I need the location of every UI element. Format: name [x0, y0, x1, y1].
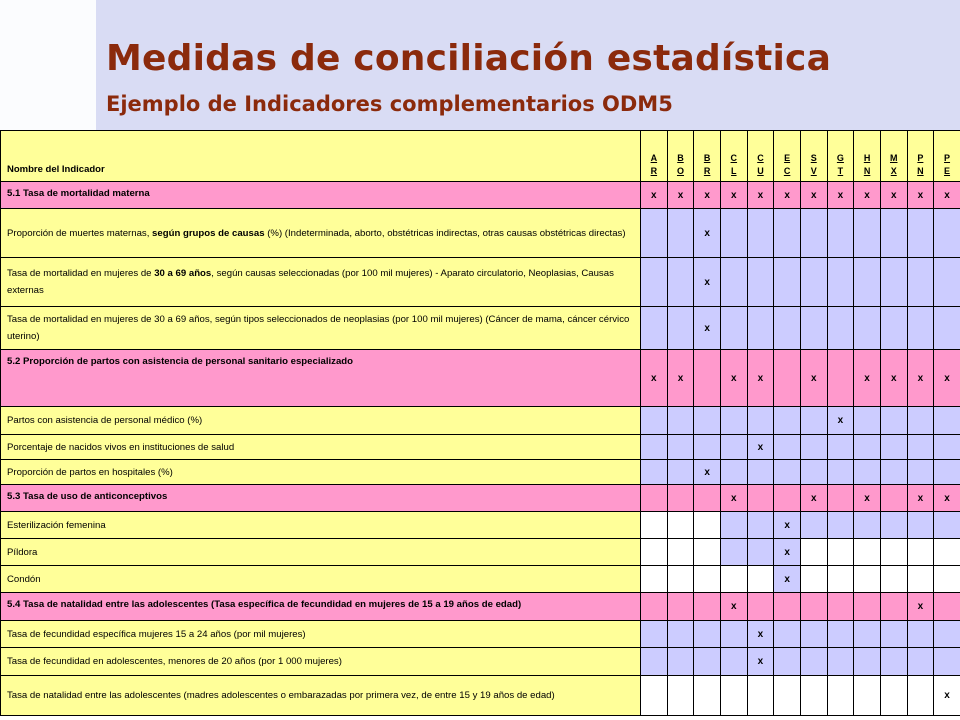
indicator-name: [1, 407, 641, 435]
indicators-table: [0, 130, 960, 716]
mark-cell: [747, 460, 774, 485]
mark-cell: [720, 209, 747, 258]
country-code-letter: N: [863, 166, 871, 176]
mark-cell: [934, 621, 960, 648]
country-code-letter: R: [703, 166, 711, 176]
mark-cell: [774, 307, 801, 350]
mark-cell: [720, 258, 747, 307]
indicator-sub-row: [1, 460, 960, 485]
country-code-letter: E: [784, 153, 791, 163]
indicator-name: [1, 621, 641, 648]
indicator-name-part: Partos con asistencia de personal médico (%): [7, 415, 203, 426]
mark-cell: x: [747, 350, 774, 407]
mark-cell: [667, 512, 694, 539]
mark-cell: x: [907, 485, 934, 512]
mark-cell: x: [774, 182, 801, 209]
country-code-letter: N: [917, 166, 924, 176]
mark-cell: x: [854, 182, 881, 209]
mark-cell: [694, 621, 721, 648]
mark-cell: x: [827, 182, 854, 209]
mark-cell: [907, 539, 934, 566]
mark-cell: [694, 648, 721, 676]
country-column-header: [854, 131, 881, 182]
indicator-main-row: [1, 485, 960, 512]
mark-cell: [800, 435, 827, 460]
indicator-name: [1, 209, 641, 258]
mark-cell: [854, 512, 881, 539]
country-code-letter: H: [863, 153, 871, 163]
mark-cell: x: [720, 593, 747, 621]
mark-cell: [854, 621, 881, 648]
mark-cell: [934, 209, 960, 258]
indicator-name: [1, 539, 641, 566]
country-code-letter: L: [731, 166, 737, 176]
mark-cell: x: [747, 621, 774, 648]
mark-cell: x: [880, 350, 907, 407]
country-code-letter: V: [810, 166, 817, 176]
mark-cell: [720, 621, 747, 648]
indicator-name: [1, 676, 641, 716]
indicator-name: [1, 258, 641, 307]
mark-cell: [907, 460, 934, 485]
mark-cell: [694, 485, 721, 512]
mark-cell: [854, 407, 881, 435]
indicator-sub-row: [1, 307, 960, 350]
mark-cell: [800, 539, 827, 566]
country-column-header: [641, 131, 668, 182]
mark-cell: [880, 539, 907, 566]
mark-cell: x: [800, 182, 827, 209]
mark-cell: [747, 676, 774, 716]
indicator-main-row: [1, 182, 960, 209]
country-code-letter: R: [650, 166, 658, 176]
mark-cell: [854, 676, 881, 716]
mark-cell: [880, 485, 907, 512]
mark-cell: [800, 648, 827, 676]
mark-cell: [667, 460, 694, 485]
indicator-main-row: [1, 350, 960, 407]
mark-cell: [934, 512, 960, 539]
country-column-header: [747, 131, 774, 182]
mark-cell: [880, 407, 907, 435]
mark-cell: [880, 307, 907, 350]
mark-cell: x: [774, 539, 801, 566]
mark-cell: [667, 307, 694, 350]
mark-cell: [880, 676, 907, 716]
indicator-sub-row: [1, 407, 960, 435]
country-column-header: [774, 131, 801, 182]
mark-cell: [880, 460, 907, 485]
country-code-letter: C: [757, 153, 764, 163]
indicator-name-part: según grupos de causas: [152, 227, 265, 239]
mark-cell: [694, 566, 721, 593]
indicator-sub-row: [1, 621, 960, 648]
mark-cell: x: [880, 182, 907, 209]
mark-cell: [907, 512, 934, 539]
indicator-name-part: , según causas seleccionadas (por 100 mil mujeres) - Aparato circulatorio, Neoplasias, Causas externas: [7, 268, 614, 296]
mark-cell: [880, 209, 907, 258]
mark-cell: [800, 407, 827, 435]
mark-cell: [854, 566, 881, 593]
mark-cell: x: [800, 485, 827, 512]
indicator-name: [1, 648, 641, 676]
country-code-letter: C: [730, 153, 738, 163]
indicator-name: 5.4 Tasa de natalidad entre las adolescentes (Tasa específica de fecundidad en mujeres de 15 a 19 años de edad): [1, 593, 641, 621]
mark-cell: [747, 512, 774, 539]
indicator-name-part: 30 a 69 años: [154, 268, 212, 279]
indicator-sub-row: [1, 512, 960, 539]
indicator-name: [1, 435, 641, 460]
mark-cell: [907, 648, 934, 676]
indicator-sub-row: [1, 676, 960, 716]
mark-cell: x: [641, 182, 668, 209]
mark-cell: [934, 435, 960, 460]
mark-cell: [934, 460, 960, 485]
mark-cell: x: [720, 182, 747, 209]
mark-cell: [774, 209, 801, 258]
mark-cell: [880, 512, 907, 539]
indicator-name-part: Proporción de muertes maternas,: [7, 227, 153, 239]
mark-cell: x: [720, 350, 747, 407]
mark-cell: [774, 621, 801, 648]
indicator-sub-row: [1, 566, 960, 593]
mark-cell: x: [934, 676, 960, 716]
indicator-name-part: Píldora: [7, 546, 38, 558]
table-header-row: [1, 131, 960, 182]
mark-cell: [800, 307, 827, 350]
indicator-name: 5.3 Tasa de uso de anticonceptivos: [1, 485, 641, 512]
mark-cell: [800, 512, 827, 539]
mark-cell: [747, 566, 774, 593]
mark-cell: [854, 307, 881, 350]
country-code-letter: E: [944, 166, 951, 176]
country-column-header: [907, 131, 934, 182]
country-code-letter: B: [703, 153, 711, 163]
indicator-name-part: Tasa de mortalidad en mujeres de: [7, 268, 155, 279]
mark-cell: [827, 566, 854, 593]
mark-cell: [747, 209, 774, 258]
mark-cell: x: [774, 566, 801, 593]
mark-cell: [934, 593, 960, 621]
mark-cell: [934, 407, 960, 435]
mark-cell: [827, 593, 854, 621]
page-title: Medidas de conciliación estadística: [106, 38, 832, 79]
mark-cell: x: [667, 350, 694, 407]
mark-cell: [667, 485, 694, 512]
mark-cell: [880, 621, 907, 648]
mark-cell: [747, 485, 774, 512]
indicator-sub-row: [1, 648, 960, 676]
mark-cell: [747, 307, 774, 350]
mark-cell: [827, 209, 854, 258]
mark-cell: x: [934, 485, 960, 512]
mark-cell: [827, 676, 854, 716]
mark-cell: [747, 593, 774, 621]
mark-cell: [774, 258, 801, 307]
indicator-name-part: (%) (Indeterminada, aborto, obstétricas indirectas, otras causas obstétricas directas): [264, 227, 626, 239]
mark-cell: [747, 539, 774, 566]
mark-cell: [800, 593, 827, 621]
mark-cell: [800, 621, 827, 648]
mark-cell: [907, 307, 934, 350]
mark-cell: [641, 539, 668, 566]
country-code-letter: P: [917, 153, 924, 163]
mark-cell: [641, 621, 668, 648]
mark-cell: x: [907, 593, 934, 621]
mark-cell: [641, 566, 668, 593]
mark-cell: [774, 350, 801, 407]
mark-cell: [694, 407, 721, 435]
mark-cell: [720, 307, 747, 350]
indicator-name-part: Tasa de fecundidad en adolescentes, menores de 20 años (por 1 000 mujeres): [7, 656, 342, 667]
mark-cell: [667, 209, 694, 258]
page-subtitle: Ejemplo de Indicadores complementarios ODM5: [106, 92, 673, 116]
mark-cell: [907, 209, 934, 258]
mark-cell: [641, 676, 668, 716]
mark-cell: [934, 258, 960, 307]
mark-cell: x: [694, 209, 721, 258]
country-code-letter: A: [650, 153, 658, 163]
mark-cell: [641, 258, 668, 307]
mark-cell: [827, 460, 854, 485]
mark-cell: x: [854, 350, 881, 407]
indicator-name-header: Nombre del Indicador: [1, 131, 641, 182]
indicator-name: [1, 566, 641, 593]
mark-cell: [667, 539, 694, 566]
indicator-sub-row: [1, 258, 960, 307]
mark-cell: x: [907, 350, 934, 407]
country-column-header: [800, 131, 827, 182]
mark-cell: x: [747, 648, 774, 676]
mark-cell: [774, 435, 801, 460]
mark-cell: x: [694, 182, 721, 209]
indicator-name: [1, 512, 641, 539]
mark-cell: [827, 350, 854, 407]
mark-cell: [854, 258, 881, 307]
mark-cell: x: [667, 182, 694, 209]
mark-cell: [827, 621, 854, 648]
mark-cell: x: [934, 182, 960, 209]
indicator-name: [1, 460, 641, 485]
country-code-letter: U: [757, 166, 764, 176]
mark-cell: x: [854, 485, 881, 512]
country-code-letter: P: [944, 153, 951, 163]
mark-cell: [934, 566, 960, 593]
indicator-name-part: Tasa de mortalidad en mujeres de 30 a 69 años, según tipos seleccionados de neoplasias (por 100 mil mujeres) (Cáncer de mama, cáncer cérvico uterino): [7, 314, 630, 342]
mark-cell: [694, 512, 721, 539]
mark-cell: [907, 435, 934, 460]
mark-cell: x: [694, 258, 721, 307]
mark-cell: [641, 307, 668, 350]
indicator-main-row: [1, 593, 960, 621]
mark-cell: [774, 460, 801, 485]
mark-cell: [827, 539, 854, 566]
country-code-letter: G: [836, 153, 844, 163]
mark-cell: [827, 512, 854, 539]
mark-cell: x: [747, 435, 774, 460]
mark-cell: [854, 460, 881, 485]
mark-cell: [854, 648, 881, 676]
mark-cell: [694, 350, 721, 407]
mark-cell: [827, 435, 854, 460]
mark-cell: [880, 566, 907, 593]
mark-cell: [720, 648, 747, 676]
mark-cell: x: [934, 350, 960, 407]
mark-cell: [800, 566, 827, 593]
mark-cell: [667, 407, 694, 435]
mark-cell: [800, 460, 827, 485]
mark-cell: [907, 258, 934, 307]
mark-cell: [800, 258, 827, 307]
country-code-letter: X: [890, 166, 897, 176]
mark-cell: [667, 648, 694, 676]
country-code-letter: T: [837, 166, 844, 176]
mark-cell: x: [827, 407, 854, 435]
country-code-letter: S: [810, 153, 817, 163]
mark-cell: x: [747, 182, 774, 209]
mark-cell: [694, 435, 721, 460]
mark-cell: x: [774, 512, 801, 539]
table-body: [1, 182, 960, 716]
mark-cell: [854, 593, 881, 621]
mark-cell: [774, 676, 801, 716]
mark-cell: [720, 676, 747, 716]
mark-cell: x: [907, 182, 934, 209]
mark-cell: [827, 258, 854, 307]
mark-cell: [720, 460, 747, 485]
indicator-name-part: Tasa de natalidad entre las adolescentes (madres adolescentes o embarazadas por primera vez, de entre 15 y 19 años de edad): [7, 690, 555, 701]
mark-cell: [667, 258, 694, 307]
country-code-letter: C: [783, 166, 791, 176]
mark-cell: [747, 407, 774, 435]
mark-cell: [854, 209, 881, 258]
mark-cell: [720, 435, 747, 460]
mark-cell: x: [694, 307, 721, 350]
mark-cell: [774, 648, 801, 676]
mark-cell: [880, 648, 907, 676]
mark-cell: [774, 407, 801, 435]
mark-cell: [747, 258, 774, 307]
country-column-header: [667, 131, 694, 182]
mark-cell: [854, 435, 881, 460]
mark-cell: [907, 407, 934, 435]
country-code-letter: O: [676, 166, 684, 176]
mark-cell: [934, 648, 960, 676]
mark-cell: [667, 566, 694, 593]
mark-cell: [880, 593, 907, 621]
mark-cell: [667, 435, 694, 460]
mark-cell: [774, 485, 801, 512]
indicator-name: [1, 307, 641, 350]
mark-cell: [880, 435, 907, 460]
mark-cell: [907, 676, 934, 716]
mark-cell: [827, 648, 854, 676]
mark-cell: [907, 566, 934, 593]
mark-cell: [694, 593, 721, 621]
mark-cell: [854, 539, 881, 566]
mark-cell: [641, 209, 668, 258]
country-code-letter: M: [889, 153, 898, 163]
indicator-name-part: Tasa de fecundidad específica mujeres 15 a 24 años (por mil mujeres): [7, 628, 306, 640]
mark-cell: [720, 539, 747, 566]
mark-cell: [641, 485, 668, 512]
mark-cell: [800, 676, 827, 716]
mark-cell: [827, 485, 854, 512]
mark-cell: [641, 512, 668, 539]
mark-cell: [667, 593, 694, 621]
mark-cell: [641, 435, 668, 460]
mark-cell: [827, 307, 854, 350]
country-column-header: [880, 131, 907, 182]
mark-cell: x: [694, 460, 721, 485]
mark-cell: [720, 407, 747, 435]
country-column-header: [694, 131, 721, 182]
country-column-header: [720, 131, 747, 182]
mark-cell: [641, 460, 668, 485]
indicator-sub-row: [1, 209, 960, 258]
mark-cell: [800, 209, 827, 258]
mark-cell: x: [720, 485, 747, 512]
indicator-sub-row: [1, 539, 960, 566]
country-column-header: [934, 131, 960, 182]
indicator-sub-row: [1, 435, 960, 460]
indicator-name: 5.1 Tasa de mortalidad materna: [1, 182, 641, 209]
mark-cell: [641, 407, 668, 435]
mark-cell: [694, 539, 721, 566]
mark-cell: [720, 566, 747, 593]
mark-cell: [641, 648, 668, 676]
mark-cell: x: [641, 350, 668, 407]
mark-cell: [667, 676, 694, 716]
header-side-band: [0, 0, 96, 130]
indicator-name-part: Condón: [7, 573, 41, 585]
indicator-name-part: Esterilización femenina: [7, 519, 106, 531]
mark-cell: [774, 593, 801, 621]
mark-cell: [880, 258, 907, 307]
mark-cell: [641, 593, 668, 621]
indicator-name-part: Proporción de partos en hospitales (%): [7, 466, 173, 478]
mark-cell: [907, 621, 934, 648]
mark-cell: [667, 621, 694, 648]
country-code-letter: B: [677, 153, 684, 163]
country-column-header: [827, 131, 854, 182]
mark-cell: x: [800, 350, 827, 407]
indicator-name-part: Porcentaje de nacidos vivos en instituciones de salud: [7, 441, 235, 453]
indicator-name: 5.2 Proporción de partos con asistencia de personal sanitario especializado: [1, 350, 641, 407]
mark-cell: [934, 307, 960, 350]
mark-cell: [720, 512, 747, 539]
mark-cell: [934, 539, 960, 566]
mark-cell: [694, 676, 721, 716]
